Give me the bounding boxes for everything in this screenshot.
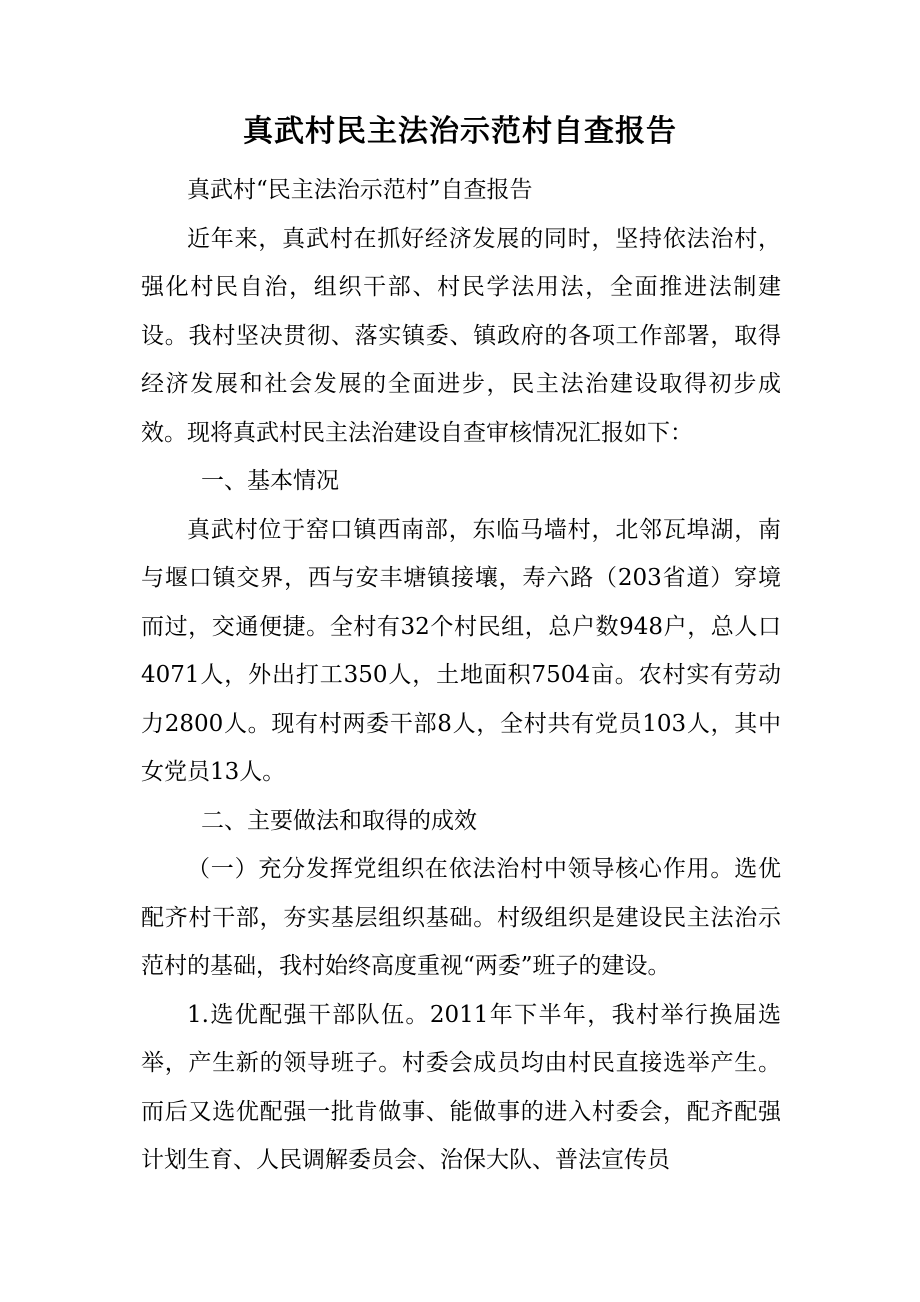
section-heading-basic: 一、基本情况	[201, 468, 339, 494]
paragraph-basic-info: 真武村位于窑口镇西南部，东临马墙村，北邻瓦埠湖，南与堰口镇交界，西与安丰塘镇接壤，寿六路（203省道）穿境而过，交通便捷。全村有32个村民组，总户数948户，总人口4071人，外出打工350人，土地面积7504亩。农村实有劳动力2800人。现有村两委干部8人，全村共有党员103人，其中女党员13人。	[141, 516, 781, 785]
paragraph-item-one: 1.选优配强干部队伍。2011年下半年，我村举行换届选举，产生新的领导班子。村委会成员均由村民直接选举产生。而后又选优配强一批肯做事、能做事的进入村委会，配齐配强计划生育、人民调解委员会、治保大队、普法宣传员	[141, 1001, 781, 1173]
paragraph-subtitle: 真武村“民主法治示范村”自查报告	[187, 177, 533, 203]
paragraph-intro: 近年来，真武村在抓好经济发展的同时，坚持依法治村，强化村民自治，组织干部、村民学法用法，全面推进法制建设。我村坚决贯彻、落实镇委、镇政府的各项工作部署，取得经济发展和社会发展的全面进步，民主法治建设取得初步成效。现将真武村民主法治建设自查审核情况汇报如下：	[141, 225, 781, 446]
section-heading-practices: 二、主要做法和取得的成效	[201, 807, 477, 834]
document-body	[141, 166, 781, 1185]
paragraph-subsection-one: （一）充分发挥党组织在依法治村中领导核心作用。选优配齐村干部，夯实基层组织基础。村级组织是建设民主法治示范村的基础，我村始终高度重视“两委”班子的建设。	[141, 856, 781, 979]
document-title: 真武村民主法治示范村自查报告	[243, 114, 677, 149]
